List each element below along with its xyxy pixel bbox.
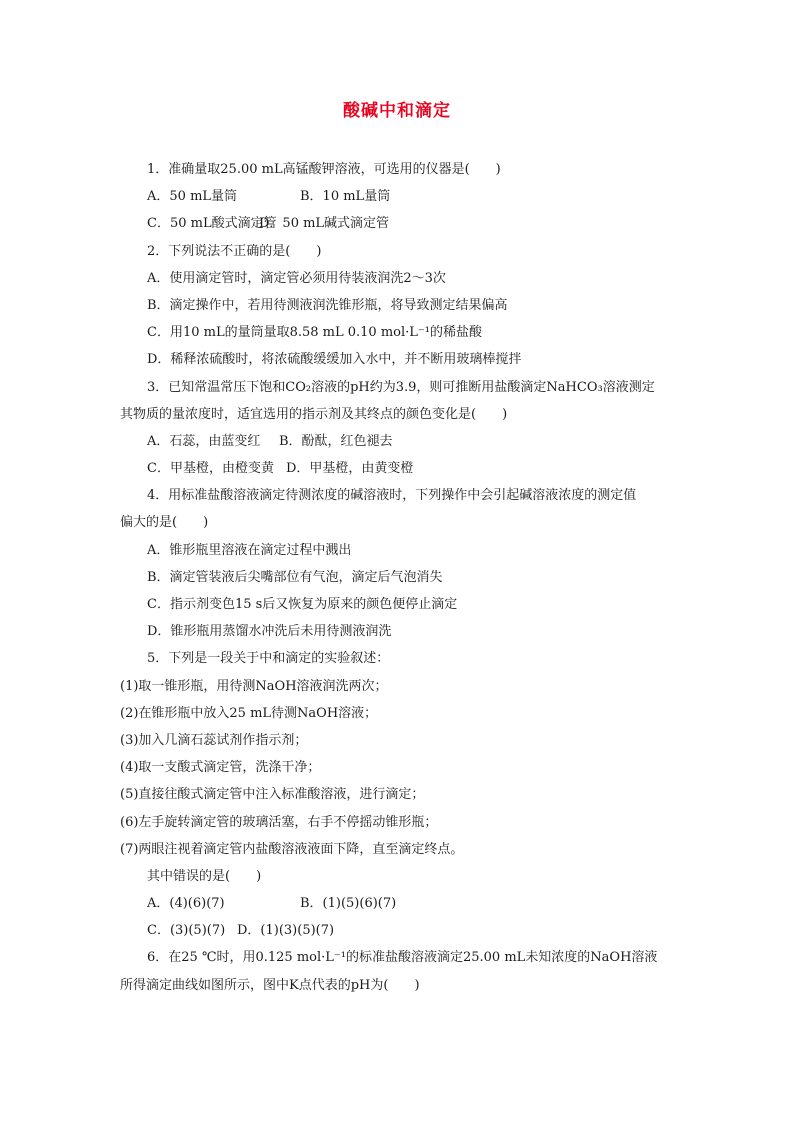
q2-option-c: C．用10 mL的量筒量取8.58 mL 0.10 mol·L⁻¹的稀盐酸 <box>147 325 482 341</box>
q4-stem-line1: 4．用标准盐酸溶液滴定待测浓度的碱溶液时，下列操作中会引起碱溶液浓度的测定值 <box>147 488 637 504</box>
q3-options-row1 <box>120 428 680 455</box>
q4-option-a: A．锥形瓶里溶液在滴定过程中溅出 <box>147 542 352 558</box>
q5-ask: 其中错误的是( ) <box>147 868 262 884</box>
q4-option-c: C．指示剂变色15 s后又恢复为原来的颜色便停止滴定 <box>147 597 458 612</box>
q1-stem: 1．准确量取25.00 mL高锰酸钾溶液，可选用的仪器是( ) <box>147 162 501 177</box>
q4-option-b: B．滴定管装液后尖嘴部位有气泡，滴定后气泡消失 <box>147 569 443 585</box>
q1-option-a: A．50 mL量筒 <box>147 189 238 205</box>
page-title: 酸碱中和滴定 <box>343 101 451 121</box>
q1-options-row1 <box>120 183 680 210</box>
q3-option-a: A．石蕊，由蓝变红 <box>147 433 261 449</box>
q3-option-c: C．甲基橙，由橙变黄 <box>147 461 274 477</box>
q5-step: (4)取一支酸式滴定管，洗涤干净； <box>120 760 321 776</box>
q5-option-c: C．(3)(5)(7) <box>147 923 226 939</box>
q3-option-b: B．酚酞，红色褪去 <box>279 433 393 449</box>
question-list <box>120 156 680 999</box>
q3-stem-line2: 其物质的量浓度时，适宜选用的指示剂及其终点的颜色变化是( ) <box>120 406 508 422</box>
q1-option-b: B．10 mL量筒 <box>300 189 391 205</box>
q5-step: (1)取一锥形瓶，用待测NaOH溶液润洗两次； <box>120 678 388 694</box>
q4-option-d: D．锥形瓶用蒸馏水冲洗后未用待测液润洗 <box>147 624 392 640</box>
q3-options-row2 <box>120 455 680 482</box>
q5-step: (6)左手旋转滴定管的玻璃活塞，右手不停摇动锥形瓶； <box>120 814 438 830</box>
q1-options-row2 <box>120 210 680 237</box>
q3-stem-line1: 3．已知常温常压下饱和CO₂溶液的pH约为3.9，则可推断用盐酸滴定NaHCO₃溶液测定 <box>147 379 655 395</box>
q2-option-d: D．稀释浓硫酸时，将浓硫酸缓缓加入水中，并不断用玻璃棒搅拌 <box>147 352 522 368</box>
q2-stem: 2．下列说法不正确的是( ) <box>147 243 322 259</box>
q5-step: (2)在锥形瓶中放入25 mL待测NaOH溶液； <box>120 705 378 721</box>
q3-option-d: D．甲基橙，由黄变橙 <box>286 461 414 477</box>
q6-stem-line1: 6．在25 ℃时，用0.125 mol·L⁻¹的标准盐酸溶液滴定25.00 mL未知浓度的NaOH溶液 <box>147 950 658 966</box>
q2-option-b: B．滴定操作中，若用待测液润洗锥形瓶，将导致测定结果偏高 <box>147 297 508 313</box>
q5-option-d: D．(1)(3)(5)(7) <box>237 923 335 939</box>
q5-step: (5)直接往酸式滴定管中注入标准酸溶液，进行滴定； <box>120 787 425 803</box>
q5-options-row2 <box>120 917 680 944</box>
q5-step: (7)两眼注视着滴定管内盐酸溶液液面下降，直至滴定终点。 <box>120 841 464 857</box>
q2-option-a: A．使用滴定管时，滴定管必须用待装液润洗2～3次 <box>147 270 446 286</box>
q6-stem-line2: 所得滴定曲线如图所示，图中K点代表的pH为( ) <box>120 977 420 993</box>
q5-stem: 5．下列是一段关于中和滴定的实验叙述： <box>147 651 390 667</box>
q4-stem-line2: 偏大的是( ) <box>120 515 209 531</box>
q5-options-row1 <box>120 890 680 917</box>
q5-option-b: B．(1)(5)(6)(7) <box>300 896 397 912</box>
q1-option-d: D．50 mL碱式滴定管 <box>259 216 390 232</box>
q1-option-c: C．50 mL酸式滴定管 <box>147 216 277 232</box>
q5-step: (3)加入几滴石蕊试剂作指示剂； <box>120 732 308 748</box>
q5-option-a: A．(4)(6)(7) <box>147 896 225 912</box>
